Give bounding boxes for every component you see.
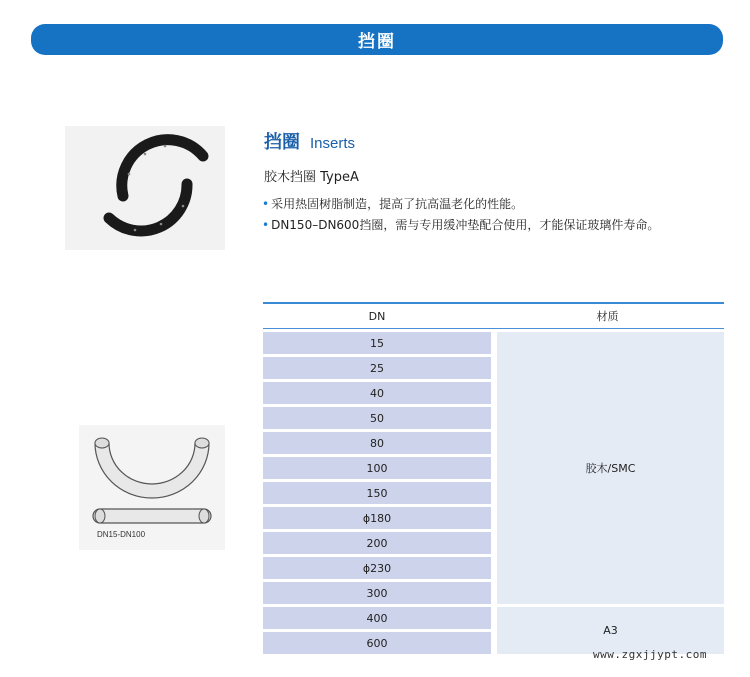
drawing-caption: DN15-DN100 [97,530,146,539]
dn-cell: 80 [263,432,491,454]
dn-cell: 600 [263,632,491,654]
feature-list [262,194,659,236]
dn-cell: 50 [263,407,491,429]
dn-cell: 300 [263,582,491,604]
product-title [264,128,355,154]
section-header-bar [31,24,723,55]
header-dn: DN [368,309,386,323]
product-title-cn: 挡圈 [264,132,300,153]
dn-cell: 15 [263,332,491,354]
dn-cell: ϕ180 [263,507,491,529]
spec-table [263,302,724,654]
dn-cell: ϕ230 [263,557,491,579]
bullet-icon: • [262,218,270,232]
product-drawing-halfring [79,425,225,550]
dn-cell: 100 [263,457,491,479]
product-photo-ring [65,126,225,250]
product-title-en: Inserts [310,135,356,152]
watermark-url: www.zgxjjypt.com [593,648,707,661]
section-title: 挡圈 [358,32,396,52]
bullet-icon: • [262,197,270,211]
feature-item: • 采用热固树脂制造，提高了抗高温老化的性能。 [262,197,524,211]
dn-cell: 150 [263,482,491,504]
table-body [263,332,724,654]
product-subtitle: 胶木挡圈 TypeA [264,170,359,185]
dn-cell: 25 [263,357,491,379]
dn-cell: 200 [263,532,491,554]
material-cell: A3 [497,607,724,654]
material-cell: 胶木/SMC [497,332,724,604]
dn-cell: 400 [263,607,491,629]
feature-item: • DN150–DN600挡圈，需与专用缓冲垫配合使用，才能保证玻璃件寿命。 [262,218,660,232]
dn-cell: 40 [263,382,491,404]
header-material: 材质 [596,310,619,323]
table-header [263,304,724,329]
